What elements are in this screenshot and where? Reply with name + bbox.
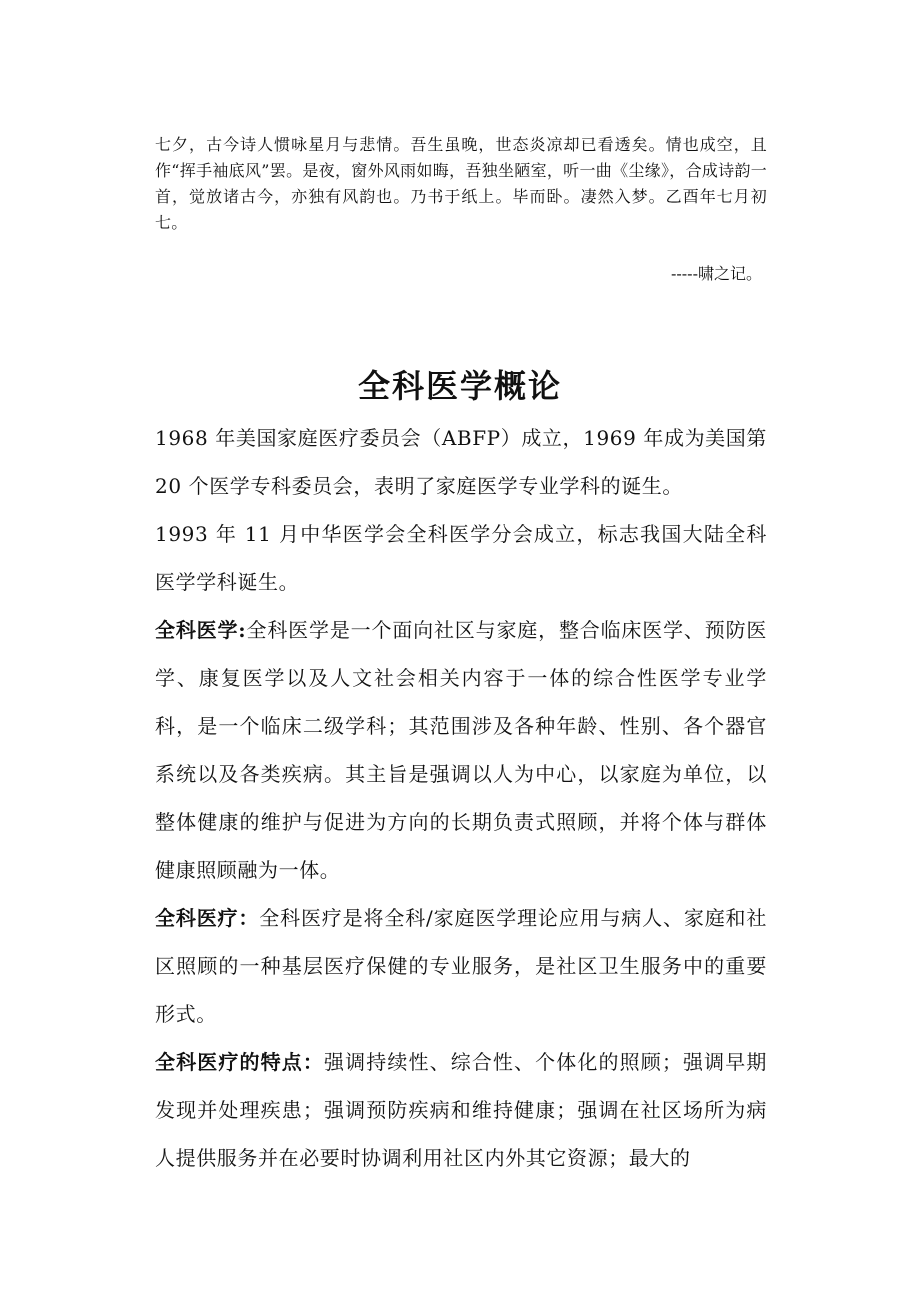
term-label: 全科医学: bbox=[155, 618, 247, 642]
paragraph-text: 强调持续性、综合性、个体化的照顾；强调早期发现并处理疾患；强调预防疾病和维持健康；强调在社区场所为病人提供服务并在必要时协调利用社区内外其它资源；最大的 bbox=[155, 1050, 767, 1170]
term-label: 全科医疗： bbox=[155, 906, 260, 930]
document-title: 全科医学概论 bbox=[357, 367, 562, 405]
paragraph-text: 全科医疗是将全科/家庭医学理论应用与病人、家庭和社区照顾的一种基层医疗保健的专业服务，是社区卫生服务中的重要形式。 bbox=[155, 906, 767, 1026]
preface-paragraph: 七夕，古今诗人惯咏星月与悲情。吾生虽晚，世态炎凉却已看透矣。情也成空，且作“挥手袖底风”罢。是夜，窗外风雨如晦，吾独坐陋室，听一曲《尘缘》，合成诗韵一首，觉放诸古今，亦独有风韵也。乃书于纸上。毕而卧。凄然入梦。乙酉年七月初七。 bbox=[155, 135, 767, 232]
paragraph-text: 1968 年美国家庭医疗委员会（ABFP）成立，1969 年成为美国第 20 个医学专科委员会，表明了家庭医学专业学科的诞生。 bbox=[155, 426, 767, 498]
paragraph-general-medicine-definition bbox=[155, 606, 767, 894]
term-label: 全科医疗的特点： bbox=[155, 1050, 324, 1074]
paragraph-china-history bbox=[155, 510, 767, 606]
paragraph-text: 1993 年 11 月中华医学会全科医学分会成立，标志我国大陆全科医学学科诞生。 bbox=[155, 522, 767, 594]
paragraph-text: 全科医学是一个面向社区与家庭，整合临床医学、预防医学、康复医学以及人文社会相关内容于一体的综合性医学专业学科，是一个临床二级学科；其范围涉及各种年龄、性别、各个器官系统以及各类疾病。其主旨是强调以人为中心，以家庭为单位，以整体健康的维护与促进为方向的长期负责式照顾，并将个体与群体健康照顾融为一体。 bbox=[155, 618, 767, 882]
paragraph-general-practice-definition bbox=[155, 894, 767, 1038]
paragraph-abfp-history bbox=[155, 414, 767, 510]
body-text bbox=[155, 414, 767, 1182]
paragraph-general-practice-features bbox=[155, 1038, 767, 1182]
preface-signature: -----啸之记。 bbox=[670, 264, 762, 283]
